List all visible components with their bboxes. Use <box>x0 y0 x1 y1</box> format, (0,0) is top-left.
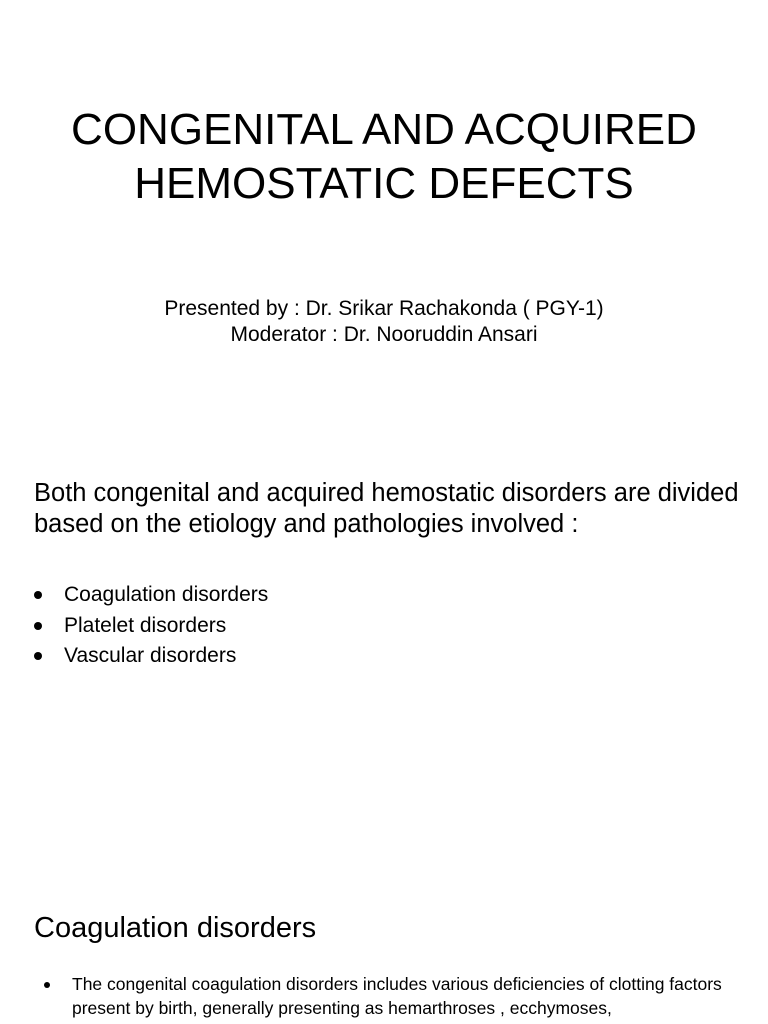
list-item <box>34 641 268 672</box>
intro-paragraph: Both congenital and acquired hemostatic disorders are divided based on the etiology and pathologies involved : <box>34 479 739 538</box>
title-slide <box>0 0 768 440</box>
coagulation-list <box>44 973 744 1020</box>
disorder-list <box>34 580 268 672</box>
list-item-label: Coagulation disorders <box>64 583 269 606</box>
slide-title <box>0 103 768 211</box>
presenter-block <box>0 296 768 348</box>
bullet-icon <box>34 652 42 660</box>
bullet-icon <box>34 622 42 630</box>
list-item <box>34 611 268 642</box>
bullet-icon <box>44 982 50 988</box>
title-line-1: CONGENITAL AND ACQUIRED <box>71 105 697 154</box>
list-item-label: Vascular disorders <box>64 644 237 667</box>
section-heading: Coagulation disorders <box>34 912 317 944</box>
list-item-label: Platelet disorders <box>64 613 227 637</box>
list-item-text: The congenital coagulation disorders includes various deficiencies of clotting factors present by birth, generally presenting as hemarthroses , ecchymoses, <box>72 974 722 1018</box>
bullet-icon <box>34 591 42 599</box>
intro-slide <box>0 440 768 880</box>
moderator-text: Moderator : Dr. Nooruddin Ansari <box>230 323 538 346</box>
presenter-text: Presented by : Dr. Srikar Rachakonda ( PGY-1) <box>164 297 604 320</box>
list-item <box>44 973 744 1020</box>
list-item <box>34 580 268 611</box>
coagulation-slide <box>0 880 768 1024</box>
title-line-2: HEMOSTATIC DEFECTS <box>134 159 634 208</box>
